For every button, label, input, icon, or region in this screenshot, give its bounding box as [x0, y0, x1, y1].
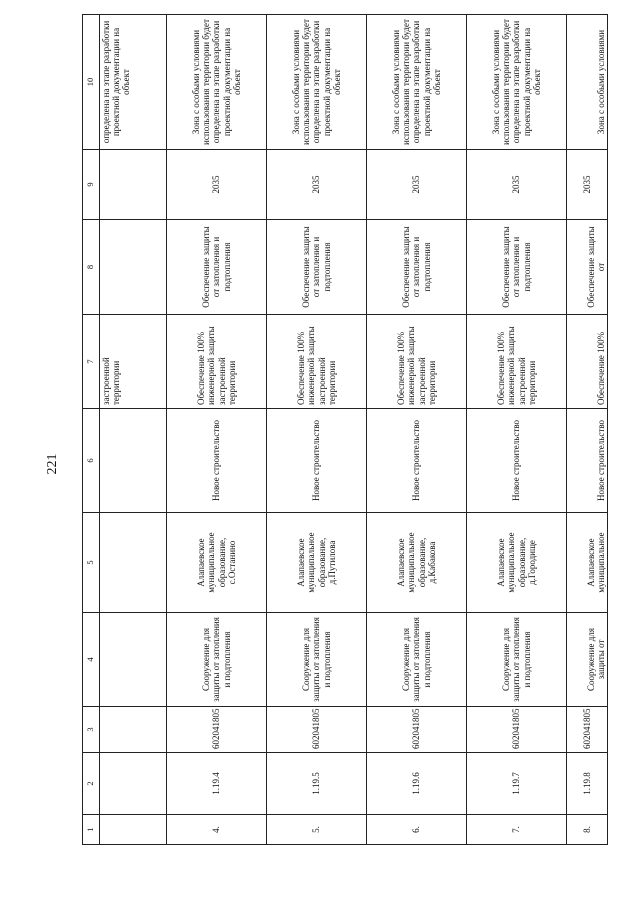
cell-empty: [100, 815, 167, 845]
cell-purpose: Обеспечение защиты от затопления и подтопления: [167, 220, 267, 315]
cell-characteristics: Обеспечение 100% инженерной защиты застроенной территории: [367, 315, 467, 409]
cell-year: 2035: [267, 150, 367, 220]
cell-type: Новое строительство: [167, 409, 267, 513]
rotated-table-container: [82, 15, 606, 845]
cell-empty: [100, 150, 167, 220]
cell-empty: [100, 707, 167, 753]
cell-type: Новое строительство: [467, 409, 567, 513]
cell-type: Новое строительство: [367, 409, 467, 513]
cell-year: 2035: [467, 150, 567, 220]
cell-id: 602041805: [567, 707, 608, 753]
table-row: [367, 15, 467, 845]
cell-name: Сооружение для защиты от затопления и подтопления: [467, 613, 567, 707]
cell-num: 7.: [467, 815, 567, 845]
cell-purpose: Обеспечение защиты от: [567, 220, 608, 315]
cell-code: 1.19.5: [267, 753, 367, 815]
table-row: [267, 15, 367, 845]
cell-location: Алапаевское муниципальное образование, с.Останино: [167, 513, 267, 613]
cell-year: 2035: [167, 150, 267, 220]
header-col-10: 10: [83, 15, 100, 150]
cell-num: 6.: [367, 815, 467, 845]
header-col-3: 3: [83, 707, 100, 753]
cell-name: Сооружение для защиты от затопления и подтопления: [167, 613, 267, 707]
cell-code: 1.19.7: [467, 753, 567, 815]
cell-id: 602041805: [167, 707, 267, 753]
cell-zone: Зона с особыми условиями использования территории будет определена на этапе разработки проектной документации на объект: [367, 15, 467, 150]
objects-table: [82, 14, 608, 845]
cell-location: Алапаевское муниципальное образование, д.Путилова: [267, 513, 367, 613]
cell-characteristics: Обеспечение 100% инженерной защиты застроенной территории: [467, 315, 567, 409]
cell-zone: Зона с особыми условиями: [567, 15, 608, 150]
continuation-row-bottom: [567, 15, 608, 845]
cell-characteristics: Обеспечение 100% инженерной защиты застроенной территории: [167, 315, 267, 409]
cell-characteristics: застроенной территории: [100, 315, 167, 409]
cell-zone: определена на этапе разработки проектной документации на объект: [100, 15, 167, 150]
cell-name: Сооружение для защиты от затопления и подтопления: [267, 613, 367, 707]
cell-id: 602041805: [467, 707, 567, 753]
table-row: [167, 15, 267, 845]
cell-characteristics: Обеспечение 100%: [567, 315, 608, 409]
header-col-4: 4: [83, 613, 100, 707]
cell-empty: [100, 753, 167, 815]
cell-zone: Зона с особыми условиями использования территории будет определена на этапе разработки проектной документации на объект: [267, 15, 367, 150]
cell-location: Алапаевское муниципальное: [567, 513, 608, 613]
cell-type: Новое строительство: [267, 409, 367, 513]
cell-empty: [100, 613, 167, 707]
table-row: [467, 15, 567, 845]
header-col-9: 9: [83, 150, 100, 220]
cell-zone: Зона с особыми условиями использования территории будет определена на этапе разработки проектной документации на объект: [167, 15, 267, 150]
cell-type: Новое строительство: [567, 409, 608, 513]
cell-empty: [100, 409, 167, 513]
header-col-8: 8: [83, 220, 100, 315]
cell-location: Алапаевское муниципальное образование, д.Городище: [467, 513, 567, 613]
cell-code: 1.19.6: [367, 753, 467, 815]
continuation-row-top: [100, 15, 167, 845]
cell-characteristics: Обеспечение 100% инженерной защиты застроенной территории: [267, 315, 367, 409]
cell-zone: Зона с особыми условиями использования территории будет определена на этапе разработки проектной документации на объект: [467, 15, 567, 150]
cell-id: 602041805: [367, 707, 467, 753]
cell-code: 1.19.4: [167, 753, 267, 815]
cell-name: Сооружение для защиты от: [567, 613, 608, 707]
header-col-6: 6: [83, 409, 100, 513]
header-col-7: 7: [83, 315, 100, 409]
cell-num: 5.: [267, 815, 367, 845]
cell-purpose: Обеспечение защиты от затопления и подтопления: [367, 220, 467, 315]
cell-purpose: Обеспечение защиты от затопления и подтопления: [267, 220, 367, 315]
cell-id: 602041805: [267, 707, 367, 753]
cell-code: 1.19.8: [567, 753, 608, 815]
header-col-2: 2: [83, 753, 100, 815]
header-number-row: [83, 15, 100, 845]
cell-empty: [100, 220, 167, 315]
cell-empty: [100, 513, 167, 613]
page-number: 221: [45, 453, 60, 475]
cell-name: Сооружение для защиты от затопления и подтопления: [367, 613, 467, 707]
cell-year: 2035: [567, 150, 608, 220]
cell-num: 8.: [567, 815, 608, 845]
header-col-5: 5: [83, 513, 100, 613]
cell-num: 4.: [167, 815, 267, 845]
cell-year: 2035: [367, 150, 467, 220]
header-col-1: 1: [83, 815, 100, 845]
cell-location: Алапаевское муниципальное образование, д.Кабакова: [367, 513, 467, 613]
cell-purpose: Обеспечение защиты от затопления и подтопления: [467, 220, 567, 315]
